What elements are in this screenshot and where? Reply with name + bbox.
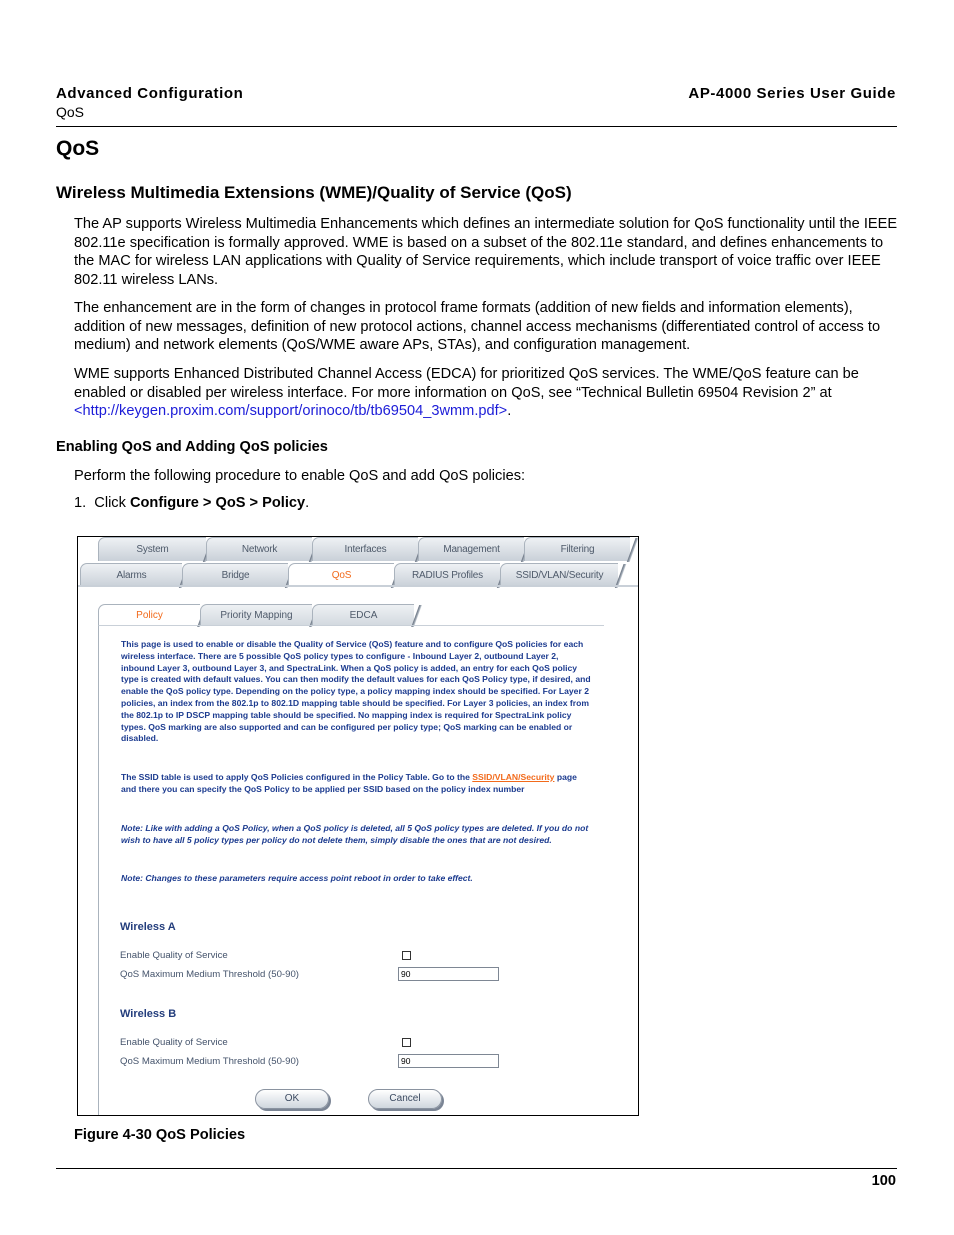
step-number: 1. (74, 495, 87, 511)
tab-radius-profiles[interactable]: RADIUS Profiles (394, 563, 500, 587)
tab-bridge[interactable]: Bridge (182, 563, 288, 587)
ssid-desc-a: The SSID table is used to apply QoS Policies configured in the Policy Table. Go to the (121, 772, 473, 782)
section-heading: Wireless Multimedia Extensions (WME)/Quality of Service (QoS) (56, 183, 572, 202)
footer-rule (56, 1168, 897, 1169)
tab-alarms[interactable]: Alarms (80, 563, 182, 587)
tab-network[interactable]: Network (206, 537, 312, 561)
wireless-b-enable-label: Enable Quality of Service (120, 1037, 228, 1048)
procedure-intro: Perform the following procedure to enable QoS and add QoS policies: (74, 468, 526, 484)
step-prefix: Click (94, 495, 130, 511)
paragraph-enhancement: The enhancement are in the form of changes in protocol frame formats (addition of new fields and information elements), addition of new messages, definition of new protocol actions, channel access mechanisms (differentiated control of access to medium) and network elements (QoS/WME aware APs, STAs), and configuration management. (74, 300, 881, 353)
wireless-a-enable-label: Enable Quality of Service (120, 950, 228, 961)
technical-bulletin-link[interactable]: <http://keygen.proxim.com/support/orinoco/tb/tb69504_3wmm.pdf> (74, 403, 508, 419)
ok-button[interactable]: OK (255, 1089, 329, 1109)
tab-filtering[interactable]: Filtering (524, 537, 630, 561)
subheading-enabling-qos: Enabling QoS and Adding QoS policies (56, 439, 328, 455)
cancel-button[interactable]: Cancel (368, 1089, 442, 1109)
paragraph-edca-end: . (507, 403, 512, 419)
figure-caption: Figure 4-30 QoS Policies (74, 1127, 246, 1143)
wireless-b-threshold-input[interactable]: 90 (398, 1054, 499, 1068)
subtab-policy[interactable]: Policy (98, 604, 200, 626)
paragraph-edca (74, 365, 904, 421)
qos-description: This page is used to enable or disable the Quality of Service (QoS) feature and to configure QoS policies for each wireless interface. There are 5 possible QoS policy types to configure - Inbound Layer 2, outbound Layer 2, inbound Layer 3, outbound Layer 3, and SpectraLink. When a QoS policy is added, an entry for each QoS policy type is created with default values. You can then modify the default values for each QoS Policy type, if desired, and enable the QoS policy type. Depending on the policy type, a policy mapping index should be specified. For Layer 2 policies, an index from the 802.1p to 802.1D mapping table should be specified. For Layer 3 policies, an index from the 802.1p to IP DSCP mapping table should be specified. No mapping index is required for SpectraLink policy types. QoS marking are also supported and can be configured per policy type; QoS marking can be enabled or disabled. (121, 639, 591, 744)
subtab-edca[interactable]: EDCA (312, 604, 414, 626)
qos-policy-screenshot (77, 536, 639, 1116)
tab-interfaces[interactable]: Interfaces (312, 537, 418, 561)
tab-system[interactable]: System (98, 537, 206, 561)
header-rule (56, 126, 897, 127)
wireless-b-title: Wireless B (120, 1008, 177, 1020)
step-menu-path: Configure > QoS > Policy (129, 495, 306, 511)
wireless-a-enable-checkbox[interactable] (402, 951, 411, 960)
top-tab-row-1 (78, 537, 638, 561)
step-1 (74, 495, 309, 511)
paragraph-edca-text: WME supports Enhanced Distributed Channel Access (EDCA) for prioritized QoS services. The WME/QoS feature can be enabled or disabled per wireless interface. For more information on QoS, see “Technical Bulletin 69504 Revision 2” at (74, 366, 859, 401)
paragraph-wme-intro: The AP supports Wireless Multimedia Enhancements which defines an intermediate solution for QoS functionality until the IEEE 802.11e specification is formally approved. WME is based on a subset of the 802.11e standard, and defines enhancements to the MAC for wireless LAN applications with Quality of Service requirements, which include transport of voice traffic over IEEE 802.11 wireless LANs. (74, 216, 898, 288)
page-number: 100 (871, 1173, 896, 1189)
wireless-a-threshold-label: QoS Maximum Medium Threshold (50-90) (120, 969, 299, 980)
tab-management[interactable]: Management (418, 537, 524, 561)
tab-ssid-vlan-security[interactable]: SSID/VLAN/Security (500, 563, 618, 587)
top-tab-row-2 (78, 563, 638, 587)
wireless-a-threshold-input[interactable]: 90 (398, 967, 499, 981)
page-title: QoS (56, 137, 100, 160)
wireless-b-enable-checkbox[interactable] (402, 1038, 411, 1047)
step-suffix: . (305, 495, 310, 511)
ssid-vlan-security-link[interactable]: SSID/VLAN/Security (472, 772, 555, 782)
tab-qos[interactable]: QoS (288, 563, 394, 587)
wireless-b-threshold-label: QoS Maximum Medium Threshold (50-90) (120, 1056, 299, 1067)
ssid-table-description (121, 772, 591, 796)
reboot-note: Note: Changes to these parameters require access point reboot in order to take effect. (121, 873, 473, 883)
tab-strip-underline (78, 585, 638, 587)
subtab-priority-mapping[interactable]: Priority Mapping (200, 604, 312, 626)
header-subsection: QoS (56, 104, 85, 120)
wireless-a-title: Wireless A (120, 921, 176, 933)
ssid-desc-b: page and there you can specify the QoS Policy to be applied per SSID based on the policy index number (121, 772, 577, 794)
delete-policy-note: Note: Like with adding a QoS Policy, when a QoS policy is deleted, all 5 QoS policy types are deleted. If you do not wish to have all 5 policy types per policy do not delete them, simply disable the ones that are not desired. (121, 823, 589, 845)
header-section: Advanced Configuration (56, 85, 244, 102)
header-guide-title: AP-4000 Series User Guide (688, 85, 896, 102)
